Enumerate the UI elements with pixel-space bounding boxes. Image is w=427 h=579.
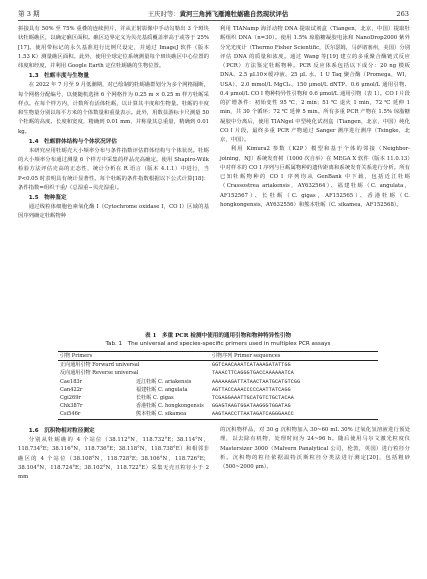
table-cell: Csi546r [60, 411, 81, 418]
section-heading: 1.3 牡蛎丰度与生物量 [28, 73, 89, 80]
table-cell: 近江牡蛎 C. ariakensis [136, 378, 192, 385]
right-column [220, 25, 410, 210]
table-row [58, 361, 378, 370]
running-title-authors: 王庆时等： [147, 10, 180, 18]
table-cell: 香港牡蛎 C. hongkongensis [136, 403, 204, 410]
table-header-row [58, 352, 378, 361]
bottom-right-column [220, 426, 410, 472]
table-row [58, 402, 378, 410]
table-cell: Can422r [60, 386, 83, 393]
table-row [58, 369, 378, 377]
table-row [58, 410, 378, 419]
primer-table [58, 332, 378, 420]
section-heading: 1.4 牡蛎群体结构与个体状况评估 [28, 138, 117, 145]
paragraph: 拼接具有 50% 至 75% 重叠的连续照片，并从正射影像中手动勾勒出 3 个斑块状牡蛎礁区，以确定礁区面积。礁区边界定义为贝壳基质覆盖率高于或等于 25%[17]。使用带标记的永久基准进行比例尺设定，并通过 ImageJ 软件（版本 1.53 K）测量礁区面积。此外，使用全球定位系统测量每个斑块礁区中心位置的纬度和经度，并利用 Google Earth 定位牡蛎礁的生物位置。 [18, 26, 209, 69]
table-cell: AAGTAACCTTAATAGATCAGGGAACC [212, 411, 294, 418]
paragraph: 的沉积物样品，对 30 g 沉积物加入 30~60 mL 30% 过氧化氢溶液进行预处理，以去除有机物，处理时间为 24~96 h。随后使用马尔文激光粒度仪 Mastersizer 3000（Malvern Panalytical 公司，伦敦，英国）进行粒径分析。沉积物的粒径依据温特沃斯粒径分类法进行测定[20]，包括粗砂（500~2000 μm）、 [220, 427, 410, 470]
paragraph: 利用 Kimura2 参数（K2P）模型和基于个体的邻接（Neighbor-joining，NJ）系统发育树（1000 次自举）在 MEGA X 软件（版本 11.0.13）中对样本的 CO Ⅰ 序列与巨蛎属物种的遗传距离和系统发育关系进行分析。所有已知牡蛎物种的 CO Ⅰ 序列均从 GenBank 中下载，包括近江牡蛎（Crassostrea ariakensis，AY632564）、福建牡蛎（C. angulata，AF152567）、长牡蛎（C. gigas，AF152565）、香港牡蛎（C. hongkongensis，AY632556）和熊本牡蛎（C. sikamea，AF152568）。 [220, 146, 410, 208]
table-cell: GGTCAACAAATCATAAAGATATTGG [212, 362, 291, 369]
primer-table-grid [58, 351, 378, 420]
page-number: 263 [396, 10, 409, 18]
paragraph: 利用 TIANamp 海洋动物 DNA 提取试剂盒（Tiangen，北京，中国）提取牡蛎组织 DNA（n=30）。使用 1.5% 琼脂糖凝胶电泳和 NanoDrop2000 紫外分光光度计（Thermo Fisher Scientific，沃尔瑟姆，马萨诸塞州，美国）分别评估 DNA 的质量和浓度。通过 Wang 等[19] 建立的多重聚合酶链式反应（PCR）方法鉴定牡蛎物种。PCR 反应体系包括以下成分：20 ng 模板 DNA、2.5 μL10×缓冲液、25 μL 水、1 U Taq 聚合酶（Promega，WI，USA）、2.0 mmol/L MgCl₂、150 μmol/L dNTP、0.6 μmol/L 通用引物、0.4 μmol/L CO Ⅰ 物种特异性引物和 0.6 μmol/L 通用引物（表 1）。CO Ⅰ 片段的扩增条件：初始变性 95 ℃，2 min；51 ℃ 退火 1 min，72 ℃ 延伸 1 min，共 30 个循环；72 ℃ 延伸 5 min。所有多重 PCR 产物在 1.5% 琼脂糖凝胶中分离后，使用 TIANgel 中型纯化试剂盒（Tiangen，北京，中国）纯化 CO Ⅰ 片段，最终多重 PCR 产物通过 Sanger 测序进行测序（Tsingke，北京，中国）。 [220, 26, 411, 143]
table-cell: 熊本牡蛎 C. sikamea [136, 411, 187, 418]
bottom-left-column [18, 426, 209, 482]
table-cell: GGAGTAAGTGGATAAGGGTGGATAG [212, 403, 291, 410]
table-cell: 正向通用引物 Forward universal [60, 362, 140, 369]
table-cell: 长牡蛎 C. gigas [136, 395, 174, 402]
running-title-bold: 黄河三角洲飞雁滩牡蛎礁自然现状评估 [179, 10, 289, 18]
section-heading: 1.5 物种鉴定 [28, 195, 67, 201]
issue-number: 第 3 期 [18, 10, 40, 18]
left-column [18, 25, 209, 222]
table-cell: Chk387r [60, 403, 83, 410]
table-header-cell: 引物 Primers [60, 353, 93, 359]
table-cell: AGTTACCAAACCCCCAATTATCAGG [212, 386, 291, 393]
table-header-cell: 引物序列 Primer sequences [212, 353, 281, 359]
running-title [148, 9, 289, 18]
paragraph: 通过线粒体细胞色素氧化酶 Ⅰ（Cytochrome oxidase Ⅰ，CO Ⅰ）区域的基因序列确定牡蛎物种 [18, 204, 209, 220]
table-cell: TCGAGGAAATTGCATGTCTGCTACAA [212, 395, 294, 402]
section-heading: 1.6 沉积物相对粒径测定 [28, 428, 95, 434]
table-row [58, 386, 378, 394]
table-header-cell [134, 352, 210, 361]
table-cell: Cae183r [60, 378, 83, 385]
table-cell: AAAAAAGATTATAACTAATGCATGTCGG [212, 378, 301, 385]
table-cell: Cgi269r [60, 395, 81, 402]
table-caption-en: Tab. 1 The universal and species-specific primers used in multiplex PCR assays [105, 341, 331, 347]
table-caption-cn: 表 1 多重 PCR 检测中使用的通用引物和物种特异性引物 [144, 333, 292, 339]
paragraph: 本研究应用牡蛎壳大小频率分布与条件指数评估群体结构与个体状况。牡蛎的大小频率分布通过测量 6 个样方中采集的样品壳高确定。使用 Shapiro-Wilk 检验方法评估壳高的正态性，统计分析在 R 语言（版本 4.1.1）中进行，当 P<0.05 时表明具有统计显著性。每个牡蛎的条件指数根据以下公式计算[18]：条件指数=组织干重/（总湿重−贝壳湿重）。 [18, 147, 209, 191]
table-cell: 福建牡蛎 C. angulata [136, 386, 188, 393]
page-header [18, 6, 409, 21]
paragraph: 在 2022 年 7 月至 9 月低潮期，对已绘制的牡蛎礁群划分为多个网格隔断，每个网格分配编号，以便随机选择 6 个网格作为 0.25 m × 0.25 m 样方牡蛎采样点。在每个样方内，计数所有活体牡蛎，以计算其丰度和生物量。牡蛎的丰度和生物量分别以每平方米的个体数量和重量表示。此外，用数显游标卡尺测量 50 个牡蛎的高度、长度和宽度，精确到 0.01 mm，并称量其总重量，精确到 0.01 kg。 [18, 82, 209, 135]
table-row [58, 378, 378, 386]
table-cell: TAAACTTCAGGGTGACCAAAAAATCA [212, 370, 294, 377]
table-cell: 反向通用引物 Reverse universal [60, 370, 139, 377]
table-row [58, 394, 378, 402]
paragraph: 分别从牡蛎礁的 4 个站位（38.112°N，118.732°E；38.114°N，118.734°E；38.116°N，118.736°E；38.118°N，118.738°E）和相邻非礁区的 4 个站位（38.108°N，118.728°E；38.106°N，118.726°E；38.104°N，118.724°E；38.102°N，118.722°E）采集无壳且粒径小于 2 mm [18, 437, 209, 480]
